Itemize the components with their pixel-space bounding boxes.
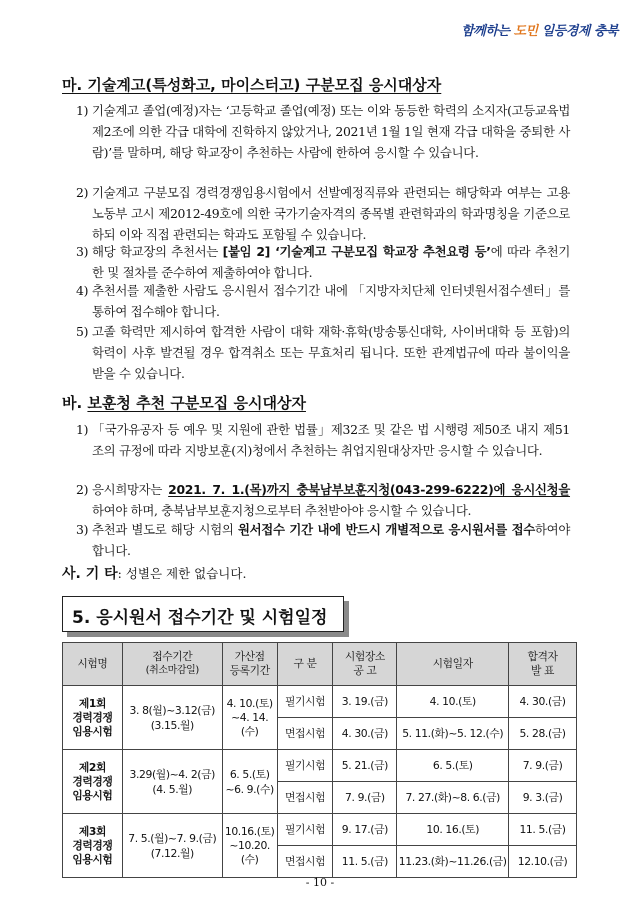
section-ma-item-2: 2) 기술계고 구분모집 경력경쟁임용시험에서 선발예정직류와 관련되는 해당학과 여부는 고용노동부 고시 제2012-49호에 의한 국가기술자격의 종목별 관련학과의 학과명칭을 기준으로 하되 이와 직접 관련되는 학과도 포함될 수 있습니다.: [76, 185, 570, 242]
round-1-written-type: 필기시험: [277, 686, 333, 718]
round-2-bonus: 6. 5.(토) ~6. 9.(수): [222, 750, 277, 814]
section-ba-item-2: 2) 응시희망자는 2021. 7. 1.(목)까지 충북남부보훈지청(043-299-6222)에 응시신청을 하여야 하며, 충북남부보훈지청으로부터 추천받아야 응시할 수 있습니다.: [76, 482, 571, 518]
section-ma-item-4: 4) 추천서를 제출한 사람도 응시원서 접수기간 내에 「지방자치단체 인터넷원서접수센터」를 통하여 접수해야 합니다.: [76, 283, 570, 319]
round-2-written-date: 6. 5.(토): [397, 750, 509, 782]
round-2-written-pass: 7. 9.(금): [509, 750, 577, 782]
round-1-written-date: 4. 10.(토): [397, 686, 509, 718]
schedule-table: [62, 642, 577, 878]
round-2-interview-venue: 7. 9.(금): [333, 782, 397, 814]
table-header-row: [63, 643, 577, 686]
round-2-written-type: 필기시험: [277, 750, 333, 782]
section-ma-title: 마. 기술계고(특성화고, 마이스터고) 구분모집 응시대상자: [62, 76, 442, 94]
section-5-title-box: [62, 596, 344, 632]
round-3-interview-venue: 11. 5.(금): [333, 846, 397, 878]
th-venue-notice: 시험장소 공 고: [333, 643, 397, 686]
round-3-interview-pass: 12.10.(금): [509, 846, 577, 878]
round-1-written-venue: 3. 19.(금): [333, 686, 397, 718]
th-receipt-period: 접수기간 (취소마감일): [122, 643, 222, 686]
header-logo: 함께하는 도민 일등경제 충북: [461, 24, 618, 39]
round-3-written-type: 필기시험: [277, 814, 333, 846]
page-number: - 10 -: [305, 876, 335, 889]
round-3-receipt: 7. 5.(월)~7. 9.(금) (7.12.월): [122, 814, 222, 878]
round-2-interview-type: 면접시험: [277, 782, 333, 814]
round-1-bonus: 4. 10.(토) ~4. 14.(수): [222, 686, 277, 750]
section-ma-item-1: 1) 기술계고 졸업(예정)자는 ‘고등학교 졸업(예정) 또는 이와 동등한 학력의 소지자(고등교육법 제2조에 의한 각급 대학에 진학하지 않았거나, 2021년 1월 1일 현재 각급 대학을 중퇴한 사람)’를 말하며, 해당 학교장이 추천하는 사람에 한하여 응시할 수 있습니다.: [76, 103, 570, 160]
th-type: 구 분: [277, 643, 333, 686]
round-2-written-venue: 5. 21.(금): [333, 750, 397, 782]
th-exam-date: 시험일자: [397, 643, 509, 686]
table-row: [63, 686, 577, 718]
round-3-written-venue: 9. 17.(금): [333, 814, 397, 846]
th-exam-name: 시험명: [63, 643, 123, 686]
round-1-interview-pass: 5. 28.(금): [509, 718, 577, 750]
round-3-written-date: 10. 16.(토): [397, 814, 509, 846]
round-1-name: 제1회 경력경쟁 임용시험: [63, 686, 123, 750]
round-2-interview-date: 7. 27.(화)~8. 6.(금): [397, 782, 509, 814]
section-ba-item-1: 1) 「국가유공자 등 예우 및 지원에 관한 법률」제32조 및 같은 법 시행령 제50조 내지 제51조의 규정에 따라 지방보훈(지)청에서 추천하는 취업지원대상자만 응시할 수 있습니다.: [76, 422, 570, 458]
section-ba-title: 바. 보훈청 추천 구분모집 응시대상자: [62, 394, 306, 412]
round-1-written-pass: 4. 30.(금): [509, 686, 577, 718]
round-1-interview-date: 5. 11.(화)~5. 12.(수): [397, 718, 509, 750]
round-1-interview-venue: 4. 30.(금): [333, 718, 397, 750]
section-ba-item-3: 3) 추천과 별도로 해당 시험의 원서접수 기간 내에 반드시 개별적으로 응시원서를 접수하여야 합니다.: [76, 522, 570, 558]
round-3-written-pass: 11. 5.(금): [509, 814, 577, 846]
table-row: [63, 750, 577, 782]
round-2-name: 제2회 경력경쟁 임용시험: [63, 750, 123, 814]
th-pass-announcement: 합격자 발 표: [509, 643, 577, 686]
section-ma-item-5: 5) 고졸 학력만 제시하여 합격한 사람이 대학 재학·휴학(방송통신대학, 사이버대학 등 포함)의 학력이 사후 발견될 경우 합격취소 또는 무효처리 됩니다. 또한 관계법규에 따라 불이익을 받을 수 있습니다.: [76, 324, 570, 381]
round-3-bonus: 10.16.(토) ~10.20.(수): [222, 814, 277, 878]
round-3-name: 제3회 경력경쟁 임용시험: [63, 814, 123, 878]
th-bonus-registration: 가산점 등록기간: [222, 643, 277, 686]
table-row: [63, 814, 577, 846]
round-2-interview-pass: 9. 3.(금): [509, 782, 577, 814]
round-1-receipt: 3. 8(월)~3.12(금) (3.15.월): [122, 686, 222, 750]
round-3-interview-type: 면접시험: [277, 846, 333, 878]
section-ma-item-3: 3) 해당 학교장의 추천서는 [붙임 2] ‘기술계고 구분모집 학교장 추천요령 등’에 따라 추천기한 및 절차를 준수하여 제출하여야 합니다.: [76, 244, 570, 280]
section-5-title: 5. 응시원서 접수기간 및 시험일정: [72, 608, 328, 628]
round-2-receipt: 3.29(월)~4. 2(금) (4. 5.월): [122, 750, 222, 814]
round-3-interview-date: 11.23.(화)~11.26.(금): [397, 846, 509, 878]
section-sa: 사. 기 타: 성별은 제한 없습니다.: [62, 566, 247, 582]
round-1-interview-type: 면접시험: [277, 718, 333, 750]
